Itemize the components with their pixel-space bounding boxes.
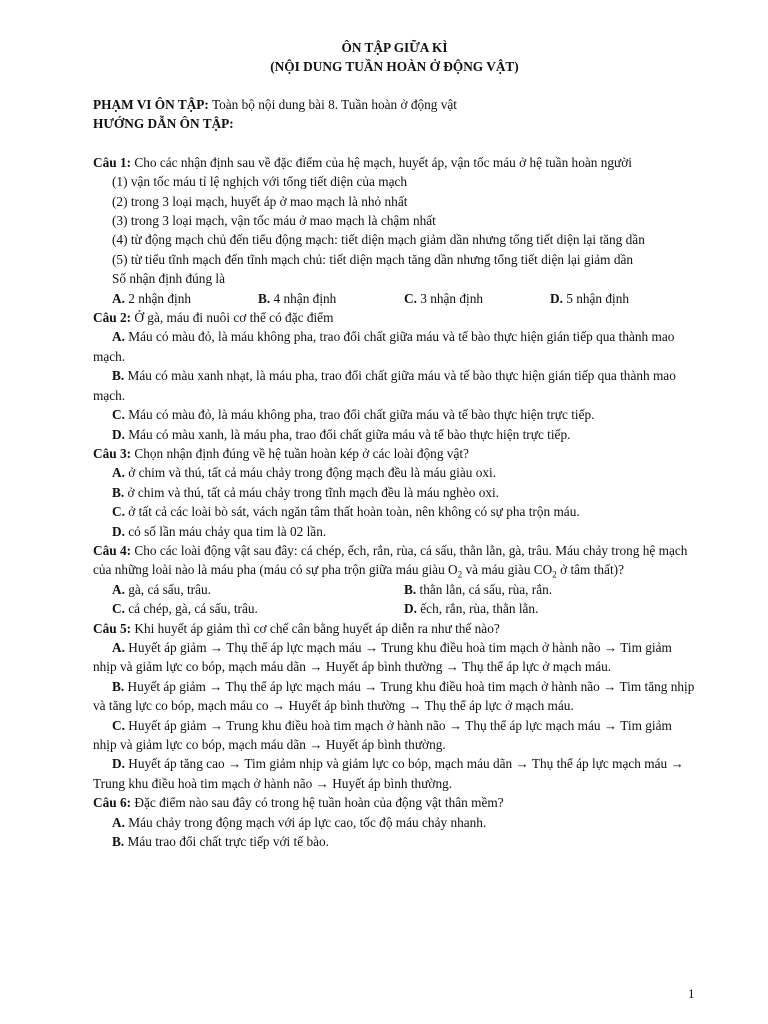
question-2-text: Ở gà, máu đi nuôi cơ thể có đặc điểm — [131, 310, 334, 326]
q1-option-b: B. 4 nhận định — [258, 290, 337, 306]
question-2-label: Câu 2: — [93, 310, 132, 326]
scope-line — [93, 95, 696, 114]
q2-option-a: A. Máu có màu đỏ, là máu không pha, trao đổi chất giữa máu và tế bào thực hiện gián tiếp qua thành mao mạch. — [93, 329, 675, 364]
q2-option-c: C. Máu có màu đỏ, là máu không pha, trao đổi chất giữa máu và tế bào thực hiện trực tiếp. — [112, 407, 595, 423]
q4-option-b: B. thằn lằn, cá sấu, rùa, rắn. — [404, 581, 553, 597]
q5-option-a: A. Huyết áp giảm → Thụ thể áp lực mạch máu → Trung khu điều hoà tim mạch ở hành não → Tim giảm nhịp và giảm lực co bóp, mạch máu dãn → Huyết áp bình thường → Thụ thể áp lực ở mạch máu. — [93, 639, 672, 675]
q3-option-d: D. có số lần máu chảy qua tim là 02 lần. — [112, 523, 327, 539]
scope-text: Toàn bộ nội dung bài 8. Tuần hoàn ở động vật — [208, 97, 458, 112]
q1-statement-1: (1) vận tốc máu tỉ lệ nghịch với tổng tiết diện của mạch — [112, 174, 408, 190]
question-1 — [93, 153, 696, 172]
q1-ask: Số nhận định đúng là — [112, 271, 226, 287]
q1-statement-4: (4) từ động mạch chủ đến tiểu động mạch: tiết diện mạch giảm dần nhưng tổng tiết diện lại tăng dần — [112, 232, 645, 248]
q2-option-d: D. Máu có màu xanh, là máu pha, trao đổi chất giữa máu và tế bào thực hiện trực tiếp. — [112, 426, 571, 442]
question-2 — [93, 308, 696, 327]
q5-option-d: D. Huyết áp tăng cao → Tim giảm nhịp và giảm lực co bóp, mạch máu dãn → Thụ thể áp lực mạch máu → Trung khu điều hoà tim mạch ở hành não → Huyết áp bình thường. — [93, 756, 684, 791]
document-page — [93, 38, 696, 851]
q4-options-row-1 — [93, 580, 696, 599]
q4-option-a: A. gà, cá sấu, trâu. — [112, 581, 211, 597]
scope-label: PHẠM VI ÔN TẬP: — [93, 97, 209, 112]
guide-heading: HƯỚNG DẪN ÔN TẬP: — [93, 116, 234, 132]
q2-option-b: B. Máu có màu xanh nhạt, là máu pha, trao đổi chất giữa máu và tế bào thực hiện gián tiếp qua thành mao mạch. — [93, 368, 676, 403]
question-5-label: Câu 5: — [93, 620, 132, 636]
q1-statement-5: (5) từ tiểu tĩnh mạch đến tĩnh mạch chủ: tiết diện mạch tăng dần nhưng tổng tiết diện lại giảm dần — [112, 251, 634, 267]
question-3-text: Chọn nhận định đúng về hệ tuần hoàn kép ở các loài động vật? — [131, 445, 469, 461]
doc-subtitle: (NỘI DUNG TUẦN HOÀN Ở ĐỘNG VẬT) — [270, 59, 519, 74]
question-5 — [93, 619, 696, 638]
q1-option-c: C. 3 nhận định — [404, 290, 484, 306]
question-4-label: Câu 4: — [93, 542, 132, 558]
q3-option-a: A. ở chim và thú, tất cả máu chảy trong động mạch đều là máu giàu oxi. — [112, 465, 497, 481]
q5-option-b: B. Huyết áp giảm → Thụ thể áp lực mạch máu → Trung khu điều hoà tim mạch ở hành não → Tim tăng nhịp và tăng lực co bóp, mạch máu co → Huyết áp bình thường → Thụ thể áp lực ở mạch máu. — [93, 678, 695, 714]
question-4: Câu 4: Cho các loài động vật sau đây: cá chép, ếch, rắn, rùa, cá sấu, thằn lằn, gà, trâu. Máu chảy trong hệ mạch của những loài nào là máu pha (máu có sự pha trộn giữa máu giàu $O_2$ và máu giàu $CO_2$ ở tâm thất)? — [93, 542, 688, 580]
question-3-label: Câu 3: — [93, 445, 132, 461]
q4-options-row-2 — [93, 599, 696, 618]
q6-option-b: B. Máu trao đổi chất trực tiếp với tế bào. — [112, 834, 329, 850]
question-3 — [93, 444, 696, 463]
page-number: 1 — [688, 986, 695, 1001]
q1-option-d: D. 5 nhận định — [550, 290, 630, 306]
question-5-text: Khi huyết áp giảm thì cơ chế cân bằng huyết áp diễn ra như thế nào? — [131, 620, 500, 636]
doc-title: ÔN TẬP GIỮA KÌ — [341, 40, 448, 55]
question-1-label: Câu 1: — [93, 154, 132, 170]
question-6-label: Câu 6: — [93, 795, 132, 811]
question-6 — [93, 793, 696, 812]
q1-statement-3: (3) trong 3 loại mạch, vận tốc máu ở mao mạch là chậm nhất — [112, 213, 436, 229]
q4-option-c: C. cá chép, gà, cá sấu, trâu. — [112, 601, 258, 617]
question-1-text: Cho các nhận định sau về đặc điểm của hệ mạch, huyết áp, vận tốc máu ở hệ tuần hoàn người — [131, 154, 632, 170]
question-6-text: Đặc điểm nào sau đây có trong hệ tuần hoàn của động vật thân mềm? — [131, 795, 504, 811]
q1-statement-2: (2) trong 3 loại mạch, huyết áp ở mao mạch là nhỏ nhất — [112, 193, 408, 209]
q1-option-a: A. 2 nhận định — [112, 290, 192, 306]
q4-option-d: D. ếch, rắn, rùa, thằn lằn. — [404, 601, 539, 617]
q3-option-c: C. ở tất cả các loài bò sát, vách ngăn tâm thất hoàn toàn, nên không có sự pha trộn máu. — [112, 504, 580, 520]
q5-option-c: C. Huyết áp giảm → Trung khu điều hoà tim mạch ở hành não → Thụ thể áp lực mạch máu → Tim giảm nhịp và giảm lực co bóp, mạch máu dãn → Huyết áp bình thường. — [93, 717, 672, 752]
q6-option-a: A. Máu chảy trong động mạch với áp lực cao, tốc độ máu chảy nhanh. — [112, 814, 487, 830]
q1-options — [93, 289, 696, 308]
q3-option-b: B. ở chim và thú, tất cả máu chảy trong tĩnh mạch đều là máu nghèo oxi. — [112, 484, 500, 500]
